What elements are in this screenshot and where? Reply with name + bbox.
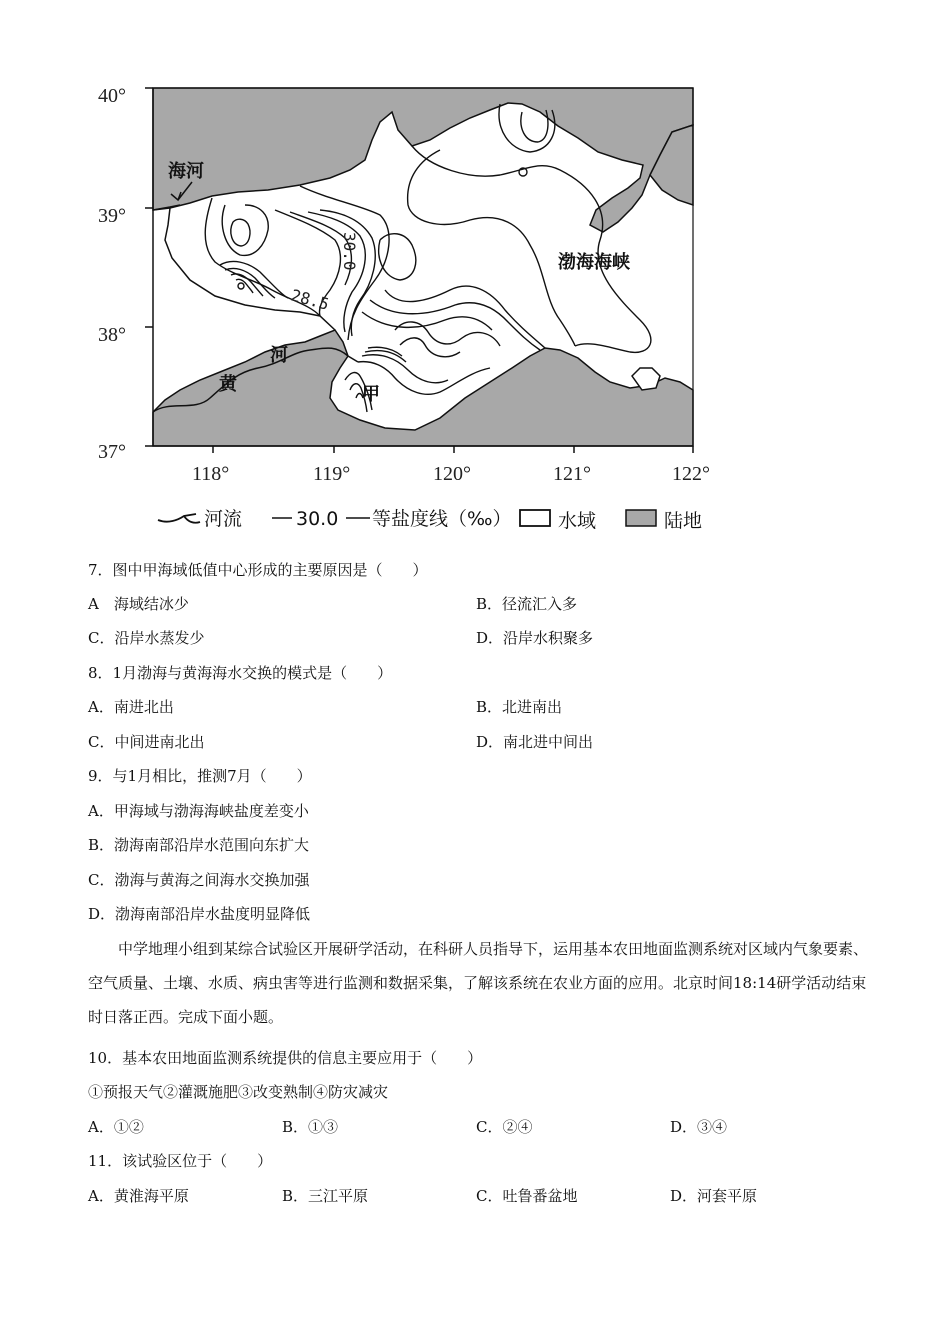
legend-water-swatch — [520, 510, 550, 526]
legend-river-label: 河流 — [204, 508, 243, 530]
q9-option-c: C．渤海与黄海之间海水交换加强 — [88, 871, 310, 889]
q10-option-d: D．③④ — [670, 1118, 728, 1136]
legend-land-label: 陆地 — [664, 510, 703, 532]
lon-label-121: 121° — [553, 463, 591, 485]
q8-option-b: B．北进南出 — [476, 698, 563, 716]
q11-option-c: C．吐鲁番盆地 — [476, 1187, 578, 1205]
label-jia: 甲 — [362, 384, 380, 405]
q8-stem: 8．1月渤海与黄海海水交换的模式是（ ） — [88, 664, 393, 682]
q9-option-a: A．甲海域与渤海海峡盐度差变小 — [88, 802, 309, 820]
isohaline-label-28-5: 28.5 — [288, 285, 332, 314]
q9-option-b: B．渤海南部沿岸水范围向东扩大 — [88, 836, 310, 854]
q11-option-b: B．三江平原 — [282, 1187, 369, 1205]
label-haihe: 海河 — [168, 161, 204, 182]
q7-stem: 7．图中甲海域低值中心形成的主要原因是（ ） — [88, 561, 428, 579]
salinity-map — [0, 0, 950, 545]
q8-option-d: D．南北进中间出 — [476, 733, 594, 751]
passage-text: 中学地理小组到某综合试验区开展研学活动，在科研人员指导下，运用基本农田地面监测系统对区域内气象要素、空气质量、土壤、水质、病虫害等进行监测和数据采集，了解该系统在农业方面的应用。北京时间18:14研学活动结束时日落正西。完成下面小题。 — [88, 940, 869, 1026]
legend-river-icon — [158, 514, 200, 523]
q8-option-a: A．南进北出 — [88, 698, 174, 716]
q10-stem: 10．基本农田地面监测系统提供的信息主要应用于（ ） — [88, 1049, 483, 1067]
q9-stem: 9．与1月相比，推测7月（ ） — [88, 767, 312, 785]
lon-label-122: 122° — [672, 463, 710, 485]
lat-label-39: 39° — [98, 205, 126, 227]
map-legend — [158, 508, 702, 532]
q7-option-b: B．径流汇入多 — [476, 595, 578, 613]
label-huang: 黄 — [219, 374, 237, 395]
legend-land-swatch — [626, 510, 656, 526]
legend-isoline-value: 30.0 — [296, 508, 339, 530]
q11-stem: 11．该试验区位于（ ） — [88, 1152, 273, 1170]
q7-option-a: A 海域结冰少 — [88, 595, 189, 613]
label-he: 河 — [270, 345, 288, 366]
q7-option-d: D．沿岸水积聚多 — [476, 629, 594, 647]
salinity-map-svg — [0, 0, 950, 545]
q10-option-a: A．①② — [88, 1118, 144, 1136]
lon-label-118: 118° — [192, 463, 230, 485]
q8-option-c: C．中间进南北出 — [88, 733, 205, 751]
q11-option-d: D．河套平原 — [670, 1187, 758, 1205]
q10-items: ①预报天气②灌溉施肥③改变熟制④防灾减灾 — [88, 1083, 389, 1101]
q11-option-a: A．黄淮海平原 — [88, 1187, 189, 1205]
passage — [88, 932, 868, 1034]
lat-label-40: 40° — [98, 85, 126, 107]
lon-label-119: 119° — [313, 463, 351, 485]
q9-option-d: D．渤海南部沿岸水盐度明显降低 — [88, 905, 311, 923]
q10-option-b: B．①③ — [282, 1118, 339, 1136]
lat-label-38: 38° — [98, 324, 126, 346]
q10-option-c: C．②④ — [476, 1118, 533, 1136]
label-bohai-strait: 渤海海峡 — [558, 252, 630, 273]
lon-label-120: 120° — [433, 463, 471, 485]
q7-option-c: C．沿岸水蒸发少 — [88, 629, 205, 647]
isohaline-label-30: 30.0 — [340, 232, 359, 271]
lat-label-37: 37° — [98, 441, 126, 463]
legend-isoline-label: 等盐度线（‰） — [372, 508, 512, 530]
legend-water-label: 水域 — [558, 510, 597, 532]
